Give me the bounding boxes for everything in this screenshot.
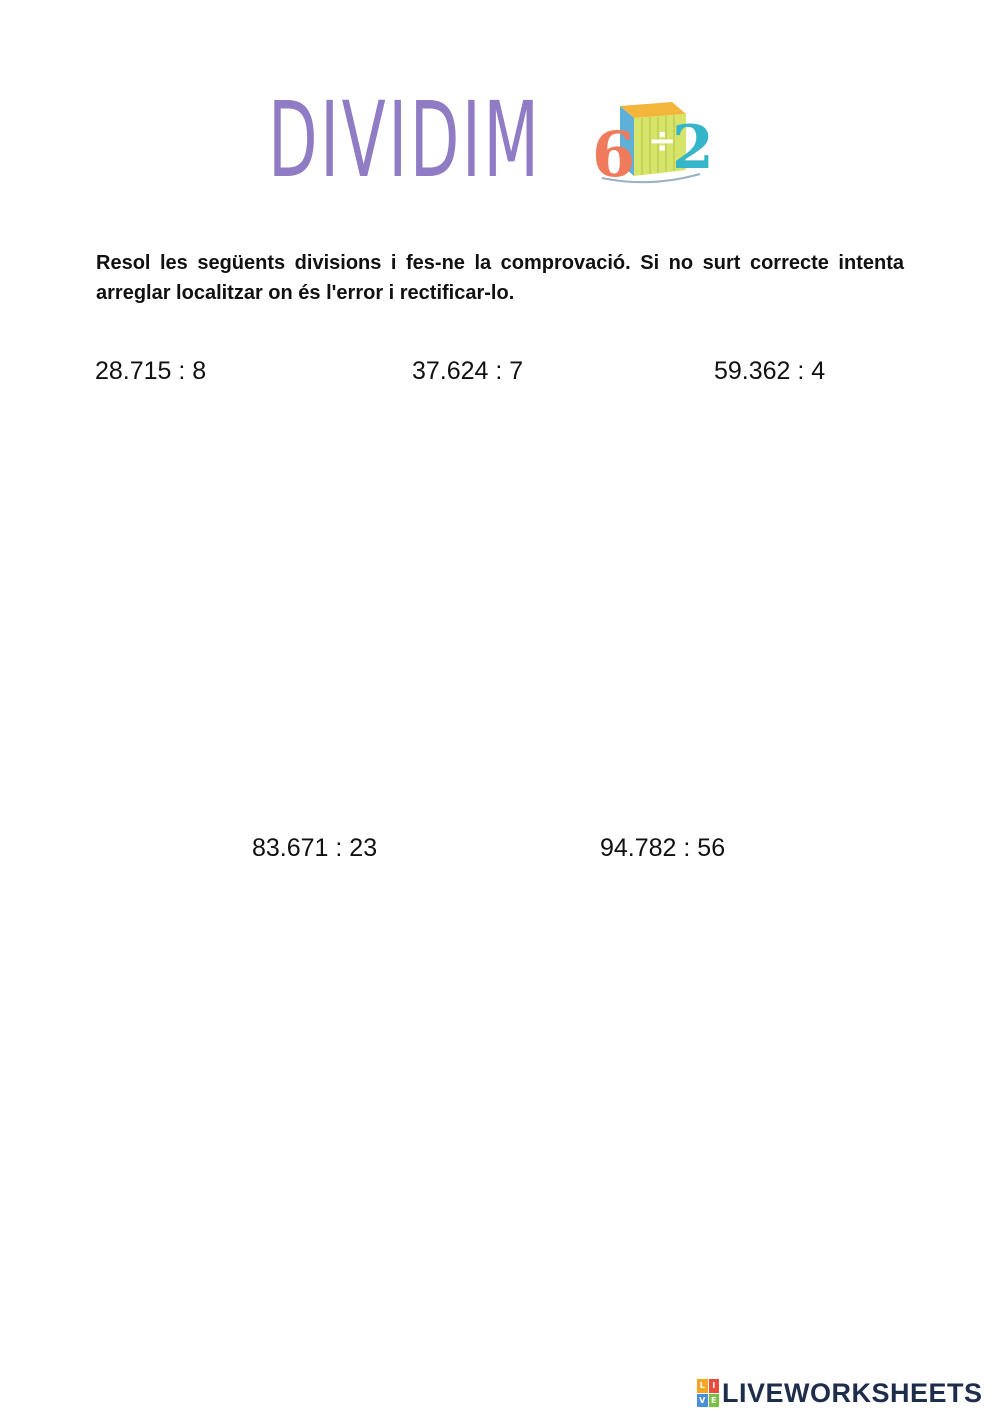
division-problem: 28.715 : 8 [95,357,207,385]
division-problem: 59.362 : 4 [714,357,826,385]
liveworksheets-badge-icon [697,1379,719,1407]
logo-digit-left: 6 [592,118,636,188]
liveworksheets-logo [697,1376,983,1410]
instructions-text: Resol les següents divisions i fes-ne la comprovació. Si no surt correcte intenta arreglar localitzar on és l'error i rectificar-lo. [96,252,904,304]
logo-divide-glyph: ÷ [648,121,677,161]
page-title: DIVIDIM [268,79,542,201]
division-cube-icon [590,92,716,188]
badge-letter: L [697,1379,708,1393]
badge-letter: V [697,1394,708,1408]
badge-letter: I [709,1379,720,1393]
brand-name: LIVEWORKSHEETS [722,1377,983,1408]
division-problem: 94.782 : 56 [600,834,726,862]
division-problem: 83.671 : 23 [252,834,378,862]
badge-letter: E [709,1394,720,1408]
logo-digit-right: 2 [672,113,714,183]
division-problem: 37.624 : 7 [412,357,524,385]
